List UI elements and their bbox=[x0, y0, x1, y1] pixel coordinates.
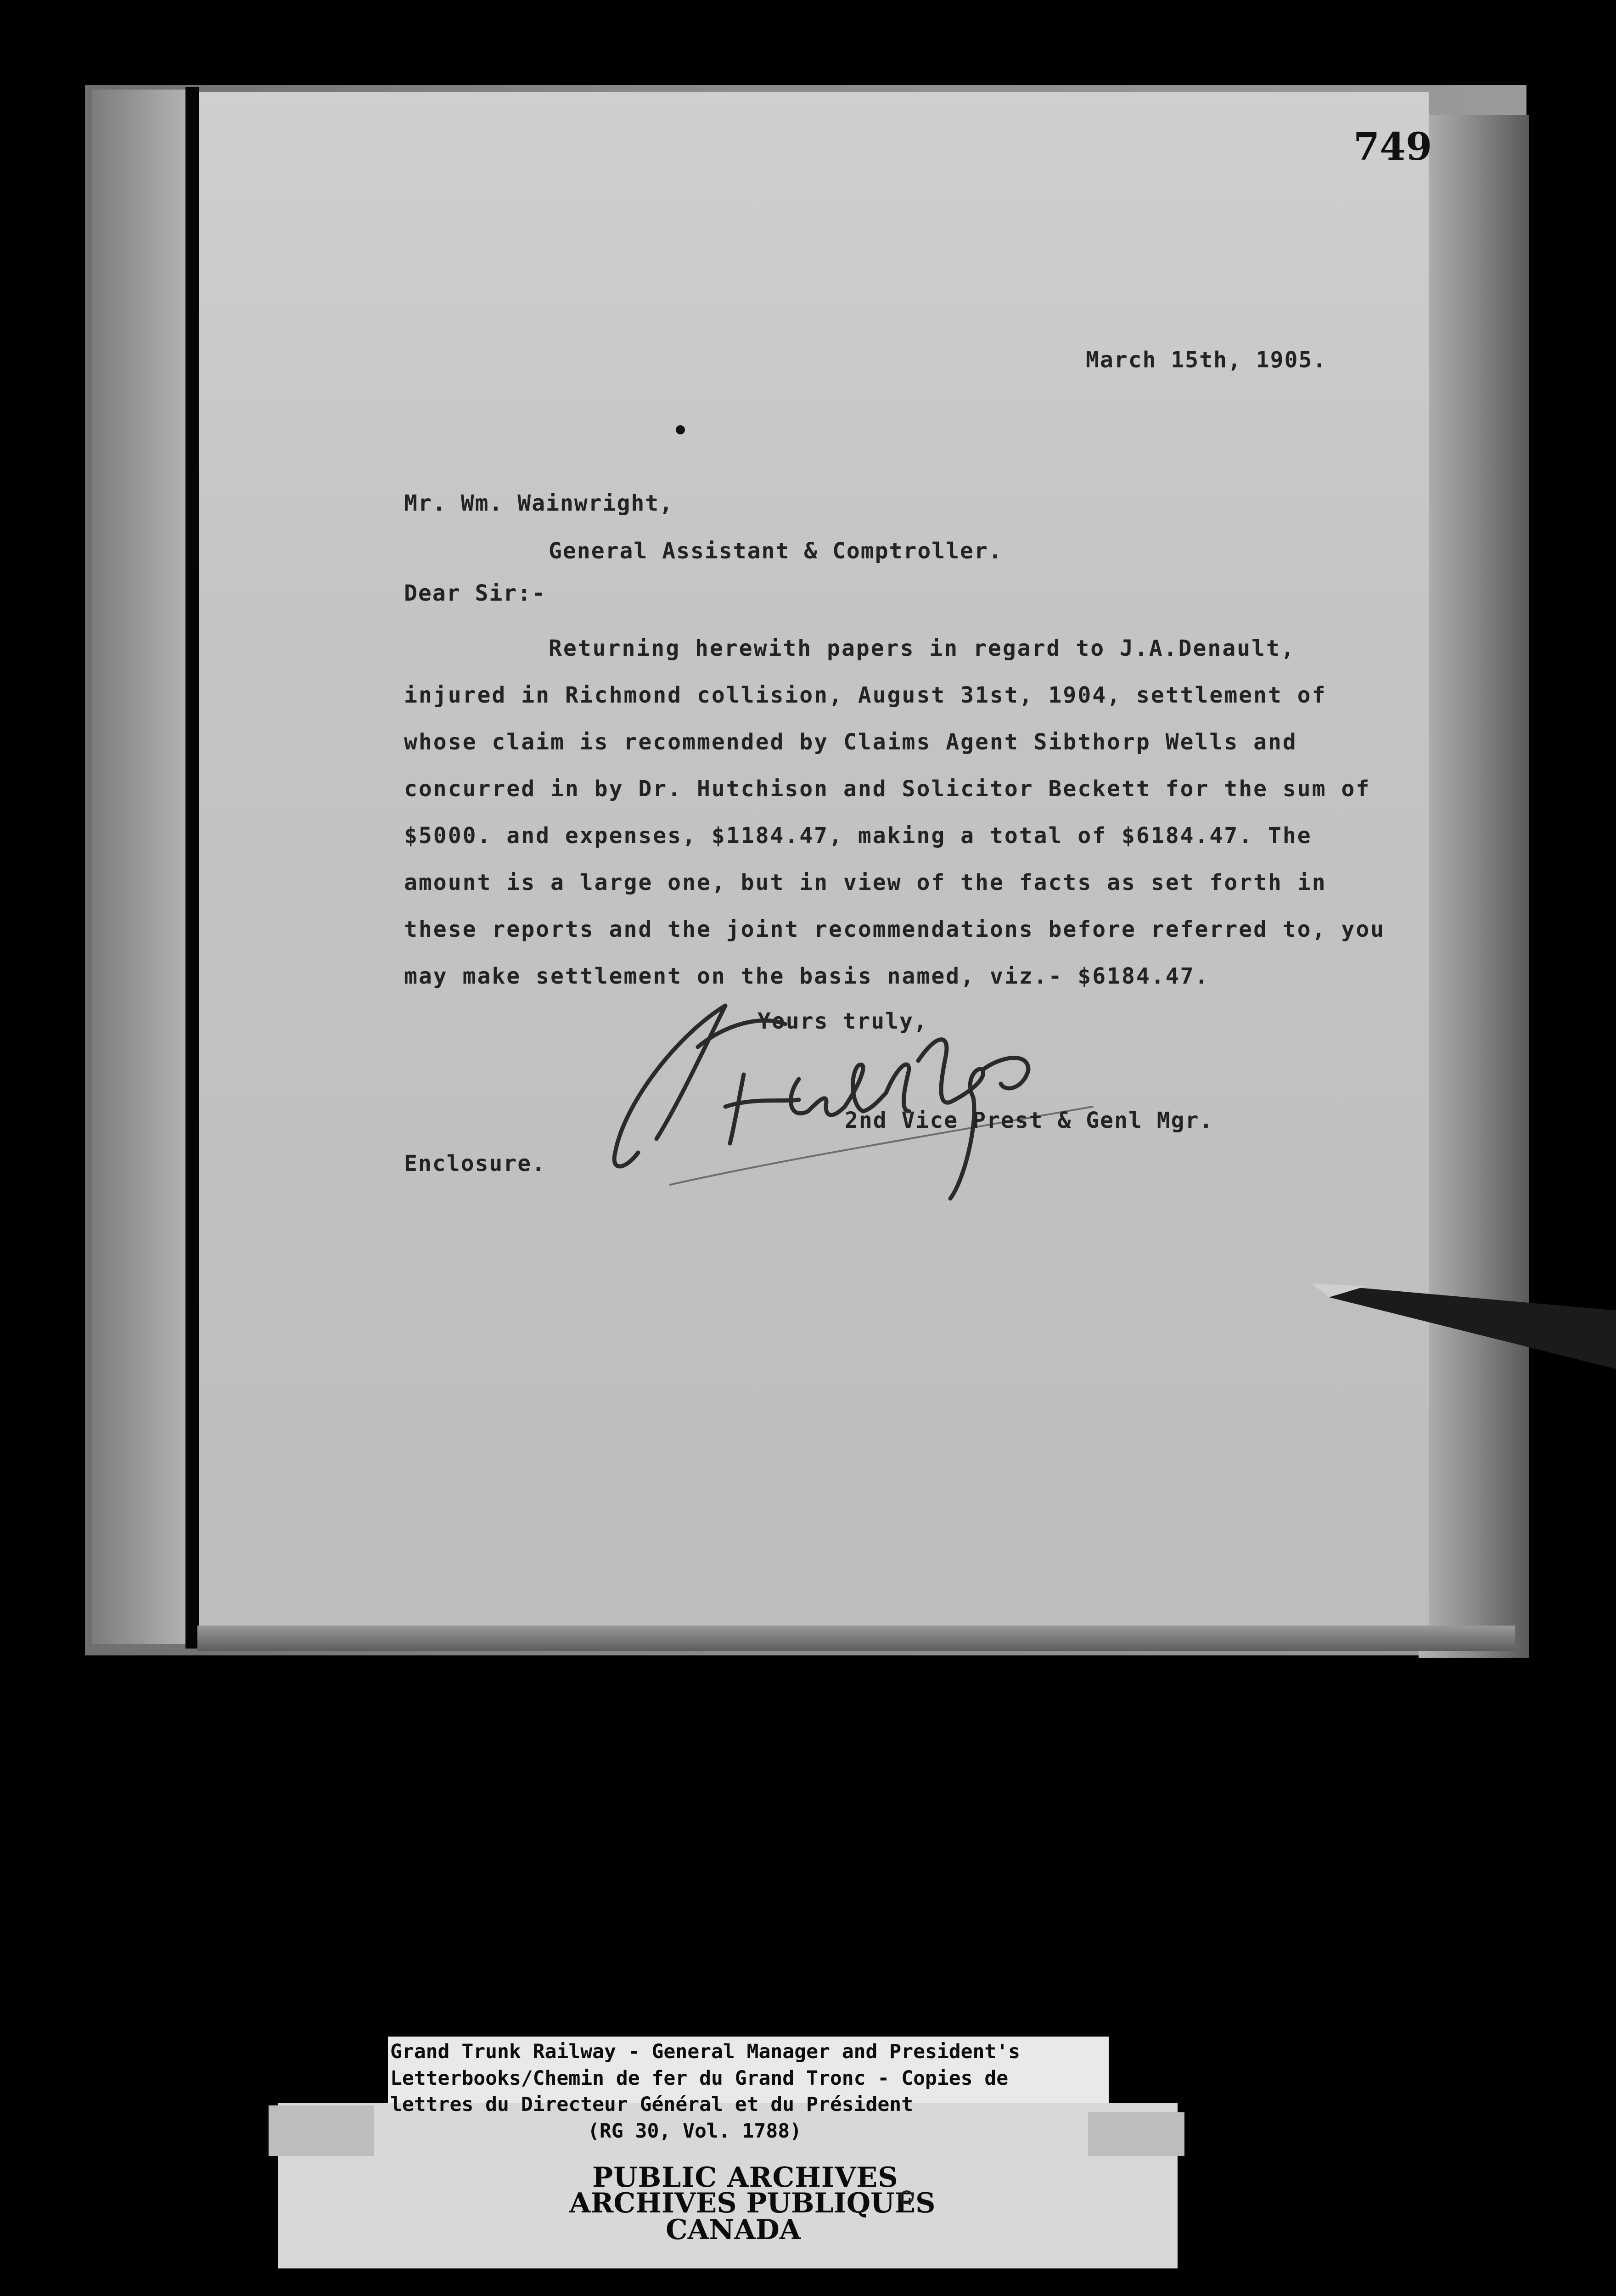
handwritten-signature bbox=[588, 987, 1116, 1217]
closing: Yours truly, bbox=[758, 1008, 928, 1034]
archive-label-line: Grand Trunk Railway - General Manager and President's bbox=[390, 2040, 1021, 2063]
enclosure-note: Enclosure. bbox=[404, 1151, 546, 1176]
body-line: these reports and the joint recommendations before referred to, you bbox=[404, 917, 1386, 942]
body-line: Returning herewith papers in regard to J.A.Denault, bbox=[549, 636, 1296, 661]
page-stack-edge bbox=[1419, 115, 1529, 1658]
archive-stamp-line: PUBLIC ARCHIVES bbox=[592, 2161, 898, 2194]
body-line: $5000. and expenses, $1184.47, making a total of $6184.47. The bbox=[404, 823, 1312, 849]
folio-number: 749 bbox=[1353, 125, 1432, 169]
body-line: injured in Richmond collision, August 31st, 1904, settlement of bbox=[404, 682, 1327, 708]
salutation: Dear Sir:- bbox=[404, 580, 546, 606]
binding-strip bbox=[92, 90, 197, 1644]
archive-stamp-line: ARCHIVES PUBLIQUES bbox=[569, 2187, 936, 2219]
card-tab bbox=[1088, 2112, 1184, 2156]
archive-label-line: (RG 30, Vol. 1788) bbox=[588, 2120, 802, 2143]
stamp-mark bbox=[900, 2190, 914, 2204]
recipient-name: Mr. Wm. Wainwright, bbox=[404, 490, 674, 516]
body-line: whose claim is recommended by Claims Agent Sibthorp Wells and bbox=[404, 729, 1297, 755]
card-tab bbox=[269, 2105, 374, 2156]
archive-stamp-line: CANADA bbox=[666, 2214, 801, 2246]
archive-label-line: lettres du Directeur Général et du Président bbox=[390, 2093, 914, 2116]
body-line: may make settlement on the basis named, viz.- $6184.47. bbox=[404, 963, 1210, 989]
body-line: amount is a large one, but in view of the facts as set forth in bbox=[404, 870, 1327, 895]
letter-sheet bbox=[198, 92, 1432, 1635]
gutter-line bbox=[185, 87, 199, 1649]
recipient-title: General Assistant & Comptroller. bbox=[549, 538, 1003, 564]
page-curl bbox=[197, 1626, 1515, 1651]
archive-label-line: Letterbooks/Chemin de fer du Grand Tronc - Copies de bbox=[390, 2067, 1009, 2090]
signer-title: 2nd Vice Prest & Genl Mgr. bbox=[845, 1108, 1214, 1133]
letter-date: March 15th, 1905. bbox=[1086, 347, 1327, 373]
body-line: concurred in by Dr. Hutchison and Solicitor Beckett for the sum of bbox=[404, 776, 1371, 802]
pen-tip bbox=[1311, 1265, 1616, 1371]
ink-dot bbox=[676, 425, 685, 434]
